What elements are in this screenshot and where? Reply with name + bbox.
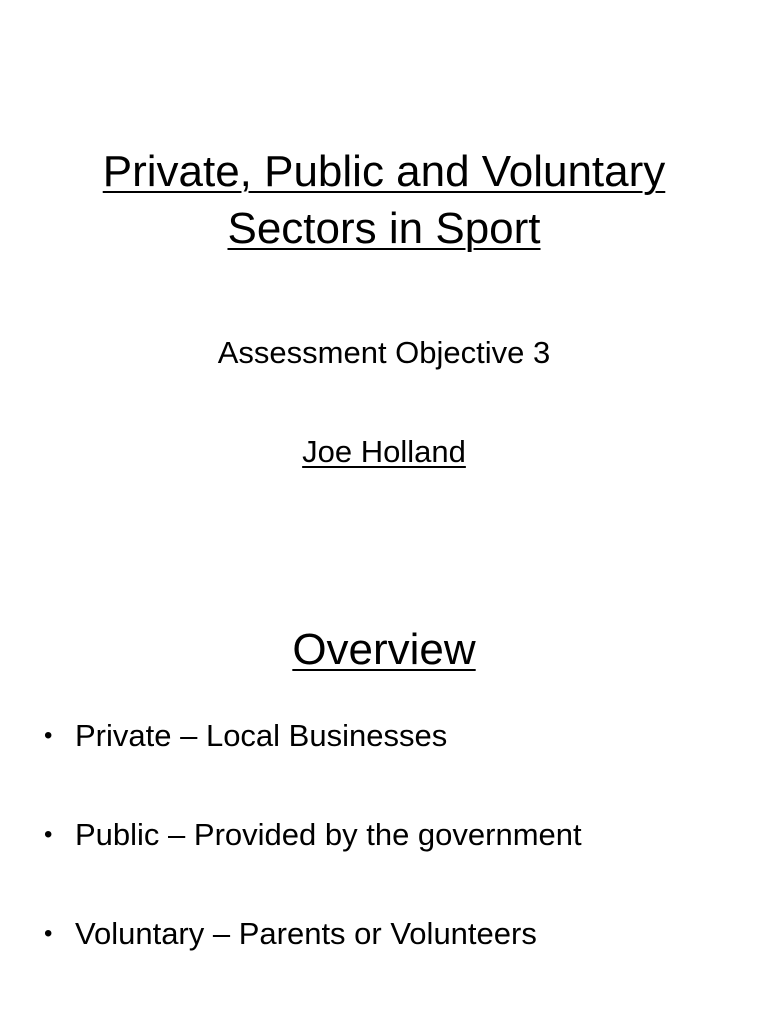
bullet-text: Voluntary – Parents or Volunteers xyxy=(75,916,537,951)
bullet-marker: • xyxy=(44,722,53,749)
overview-slide xyxy=(0,576,768,1024)
overview-bullet-list xyxy=(0,716,768,1013)
slide-title-line-2: Sectors in Sport xyxy=(227,204,541,253)
bullet-text: Private – Local Businesses xyxy=(75,718,448,753)
slide-title xyxy=(0,143,768,257)
bullet-item-private xyxy=(0,716,768,815)
overview-heading: Overview xyxy=(292,625,476,674)
author-name: Joe Holland xyxy=(302,434,466,469)
bullet-marker: • xyxy=(44,920,53,947)
bullet-text: Public – Provided by the government xyxy=(75,817,582,852)
bullet-marker: • xyxy=(44,821,53,848)
bullet-item-public xyxy=(0,815,768,914)
bullet-item-voluntary xyxy=(0,914,768,1013)
slide-title-line-1: Private, Public and Voluntary xyxy=(102,147,666,196)
slide-subtitle: Assessment Objective 3 xyxy=(217,335,551,370)
